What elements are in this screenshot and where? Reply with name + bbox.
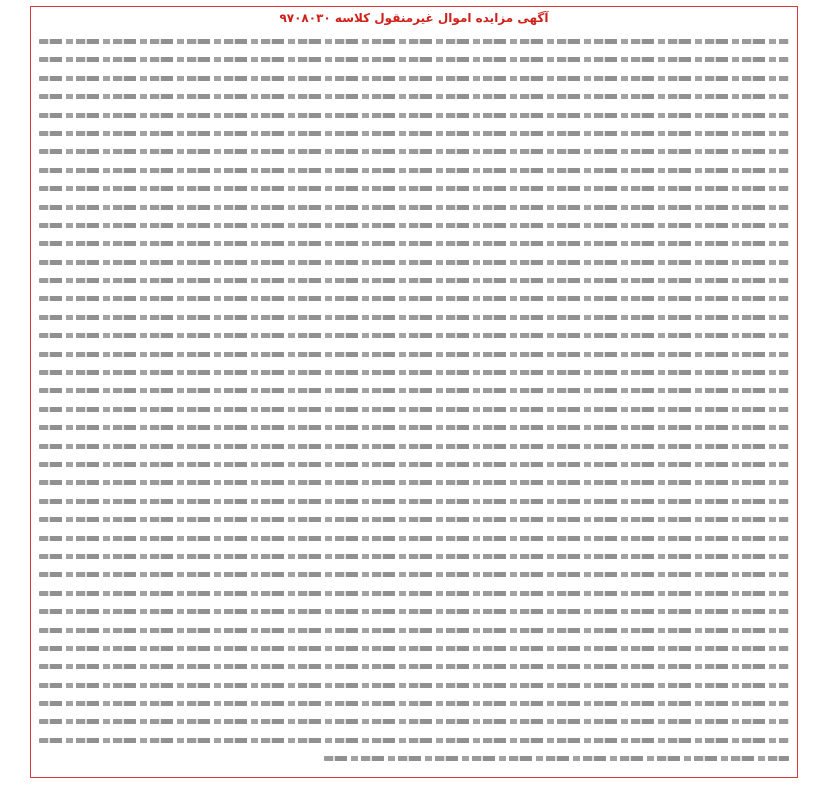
text-line-ink — [39, 701, 789, 706]
text-line-ink — [39, 94, 789, 99]
text-line-ink — [39, 131, 789, 136]
text-line-ink — [39, 57, 789, 62]
text-line-ink — [39, 664, 789, 669]
text-line-ink — [39, 738, 789, 743]
text-line — [39, 473, 789, 491]
text-line — [39, 345, 789, 363]
text-line-ink — [39, 260, 789, 265]
text-line-ink — [39, 499, 789, 504]
text-line — [39, 455, 789, 473]
text-line — [39, 437, 789, 455]
text-line — [39, 142, 789, 160]
text-line-ink — [39, 609, 789, 614]
text-line — [39, 381, 789, 399]
text-line-ink — [39, 572, 789, 577]
text-line-ink — [39, 168, 789, 173]
text-line — [39, 731, 789, 749]
text-line — [39, 418, 789, 436]
text-line-ink — [39, 370, 789, 375]
text-line — [39, 50, 789, 68]
text-line-ink — [39, 315, 789, 320]
text-line-ink — [324, 756, 789, 761]
text-line-ink — [39, 719, 789, 724]
text-line — [39, 216, 789, 234]
text-line — [39, 87, 789, 105]
notice-title: آگهی مزایده اموال غیرمنقول کلاسه ۹۷۰۸۰۳۰ — [279, 11, 549, 25]
text-line-ink — [39, 388, 789, 393]
text-line-ink — [39, 683, 789, 688]
text-line — [39, 547, 789, 565]
text-line-ink — [39, 333, 789, 338]
text-line-ink — [39, 352, 789, 357]
text-line — [39, 694, 789, 712]
text-line — [39, 602, 789, 620]
notice-frame — [30, 6, 798, 778]
text-line-ink — [39, 517, 789, 522]
text-line-ink — [39, 591, 789, 596]
text-line-ink — [39, 425, 789, 430]
text-line-ink — [39, 205, 789, 210]
text-line-ink — [39, 278, 789, 283]
text-line-ink — [39, 186, 789, 191]
text-line-ink — [39, 480, 789, 485]
text-line — [39, 621, 789, 639]
text-line — [39, 234, 789, 252]
text-line-ink — [39, 241, 789, 246]
text-line-ink — [39, 628, 789, 633]
text-line — [39, 400, 789, 418]
text-line — [39, 529, 789, 547]
text-line — [39, 492, 789, 510]
text-line-ink — [39, 462, 789, 467]
text-line — [39, 69, 789, 87]
text-line — [39, 565, 789, 583]
text-line — [39, 253, 789, 271]
text-line — [39, 363, 789, 381]
text-line-ink — [39, 149, 789, 154]
text-line-ink — [39, 646, 789, 651]
text-line — [39, 308, 789, 326]
text-line — [39, 124, 789, 142]
text-line-ink — [39, 536, 789, 541]
text-line — [39, 179, 789, 197]
text-line — [39, 32, 789, 50]
text-line — [39, 198, 789, 216]
text-line-ink — [39, 76, 789, 81]
text-line — [39, 326, 789, 344]
text-line-ink — [39, 223, 789, 228]
text-line — [39, 510, 789, 528]
text-line — [39, 657, 789, 675]
text-line — [39, 271, 789, 289]
text-line — [39, 584, 789, 602]
text-line — [39, 289, 789, 307]
text-line-ink — [39, 554, 789, 559]
text-line — [39, 676, 789, 694]
text-line-ink — [39, 444, 789, 449]
text-line — [39, 639, 789, 657]
text-line-ink — [39, 296, 789, 301]
text-line — [39, 749, 789, 767]
text-line-ink — [39, 113, 789, 118]
text-line — [39, 712, 789, 730]
text-line-ink — [39, 407, 789, 412]
notice-body — [39, 32, 789, 767]
text-line — [39, 161, 789, 179]
text-line — [39, 106, 789, 124]
text-line-ink — [39, 39, 789, 44]
